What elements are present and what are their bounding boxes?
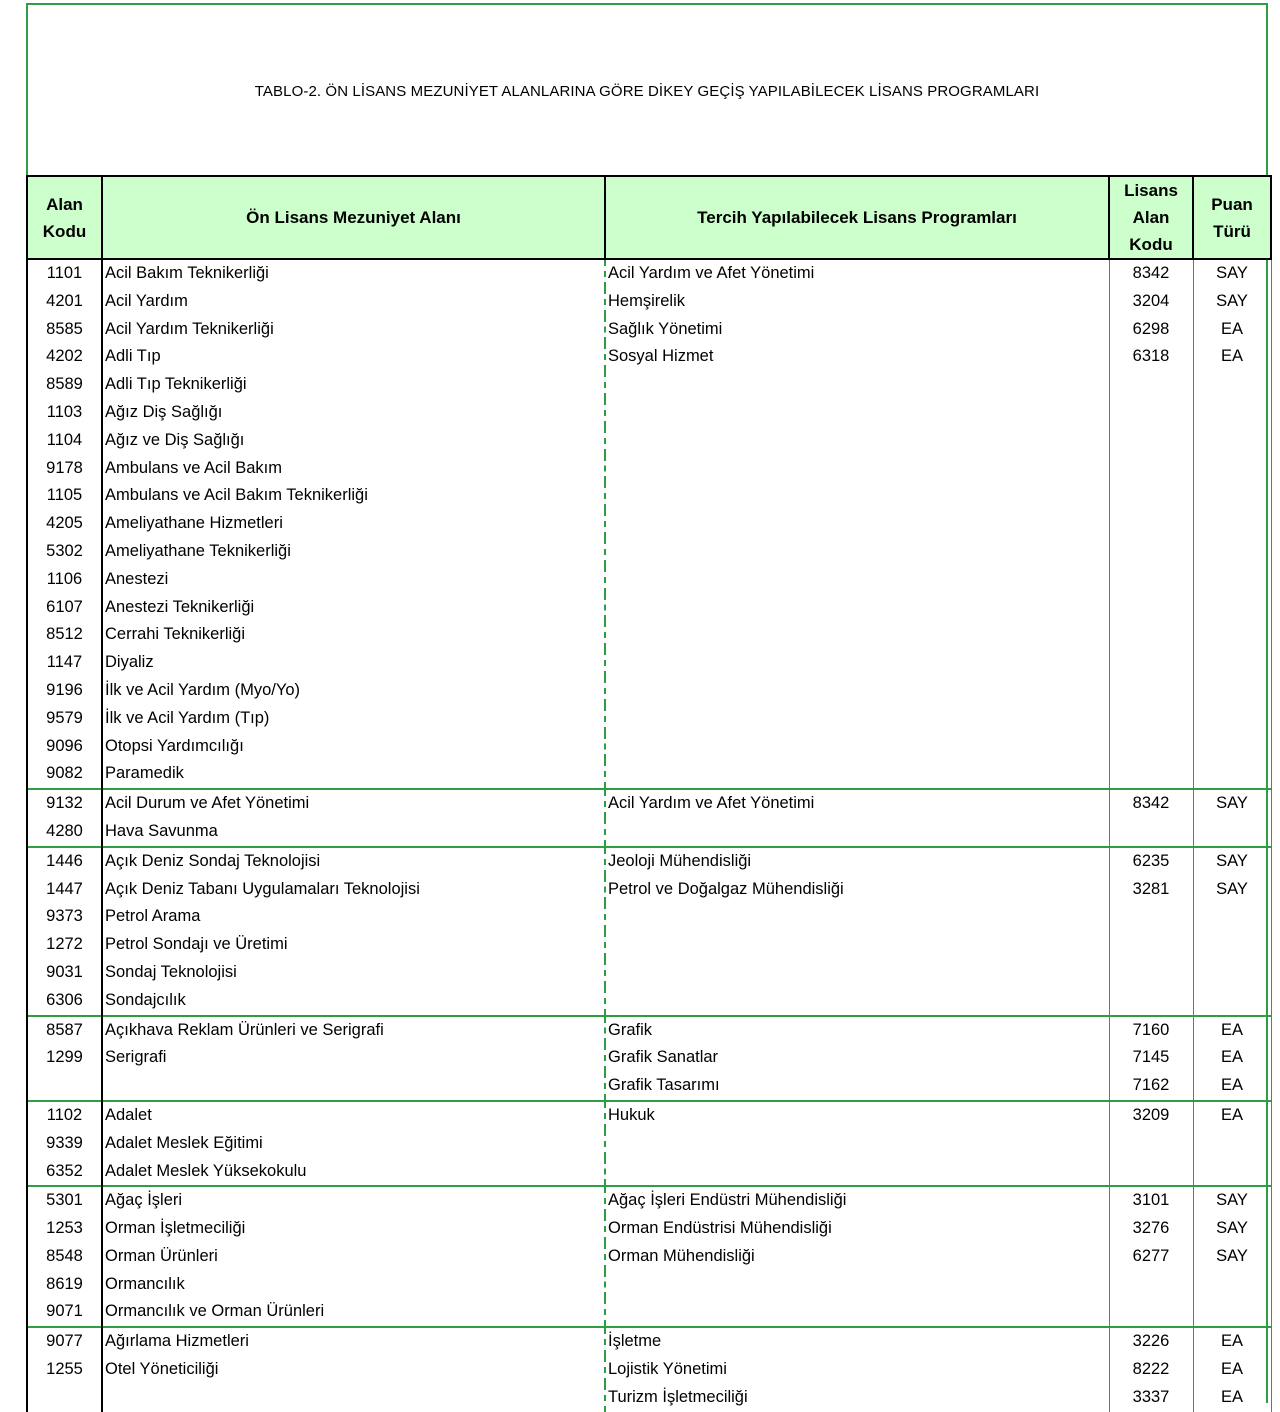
- alan-kodu-cell: 9579: [27, 705, 102, 733]
- puan-turu-cell: [1193, 760, 1271, 789]
- puan-turu-cell: SAY: [1193, 288, 1271, 316]
- alan-kodu-cell: 4280: [27, 818, 102, 847]
- program-cell: [605, 760, 1109, 789]
- program-cell: [605, 931, 1109, 959]
- puan-turu-cell: [1193, 733, 1271, 761]
- header-row: [27, 176, 1271, 259]
- lisans-kodu-cell: [1109, 760, 1193, 789]
- program-cell: Acil Yardım ve Afet Yönetimi: [605, 259, 1109, 288]
- table-row: [27, 1271, 1271, 1299]
- on-lisans-cell: Otel Yöneticiliği: [102, 1356, 605, 1384]
- table-row: [27, 649, 1271, 677]
- alan-kodu-cell: 1255: [27, 1356, 102, 1384]
- table-row: [27, 316, 1271, 344]
- title-box: [28, 5, 1266, 175]
- alan-kodu-cell: 9373: [27, 903, 102, 931]
- on-lisans-cell: Açık Deniz Sondaj Teknolojisi: [102, 847, 605, 876]
- alan-kodu-cell: 1147: [27, 649, 102, 677]
- table-row: [27, 482, 1271, 510]
- lisans-kodu-cell: 3209: [1109, 1101, 1193, 1130]
- puan-turu-cell: SAY: [1193, 789, 1271, 818]
- table-row: [27, 259, 1271, 288]
- program-cell: [605, 621, 1109, 649]
- program-cell: [605, 1298, 1109, 1327]
- puan-turu-cell: EA: [1193, 343, 1271, 371]
- on-lisans-cell: Ağırlama Hizmetleri: [102, 1327, 605, 1356]
- on-lisans-cell: [102, 1384, 605, 1412]
- lisans-kodu-cell: [1109, 903, 1193, 931]
- table-row: [27, 903, 1271, 931]
- on-lisans-cell: Adalet: [102, 1101, 605, 1130]
- puan-turu-cell: SAY: [1193, 876, 1271, 904]
- program-cell: Lojistik Yönetimi: [605, 1356, 1109, 1384]
- lisans-kodu-cell: [1109, 621, 1193, 649]
- alan-kodu-cell: 8587: [27, 1016, 102, 1045]
- alan-kodu-cell: 9082: [27, 760, 102, 789]
- header-puan-line1: Puan: [1211, 194, 1253, 214]
- program-cell: Sosyal Hizmet: [605, 343, 1109, 371]
- puan-turu-cell: SAY: [1193, 1186, 1271, 1215]
- alan-kodu-cell: 9339: [27, 1130, 102, 1158]
- puan-turu-cell: [1193, 931, 1271, 959]
- program-cell: Ağaç İşleri Endüstri Mühendisliği: [605, 1186, 1109, 1215]
- on-lisans-cell: Ağız ve Diş Sağlığı: [102, 427, 605, 455]
- program-cell: [605, 1271, 1109, 1299]
- lisans-kodu-cell: 6277: [1109, 1243, 1193, 1271]
- header-lisans-line2: Alan: [1132, 208, 1170, 227]
- table-row: [27, 538, 1271, 566]
- lisans-kodu-cell: 8342: [1109, 259, 1193, 288]
- lisans-kodu-cell: 3276: [1109, 1215, 1193, 1243]
- table-row: [27, 760, 1271, 789]
- alan-kodu-cell: 9077: [27, 1327, 102, 1356]
- table-row: [27, 1158, 1271, 1187]
- alan-kodu-cell: 9071: [27, 1298, 102, 1327]
- table-row: [27, 876, 1271, 904]
- page-title: TABLO-2. ÖN LİSANS MEZUNİYET ALANLARINA GÖRE DİKEY GEÇİŞ YAPILABİLECEK LİSANS PROGRAMLARI: [254, 83, 1040, 100]
- table-row: [27, 1044, 1271, 1072]
- lisans-kodu-cell: 6298: [1109, 316, 1193, 344]
- program-cell: Hemşirelik: [605, 288, 1109, 316]
- on-lisans-cell: [102, 1072, 605, 1101]
- table-row: [27, 621, 1271, 649]
- table-row: [27, 931, 1271, 959]
- program-cell: [605, 427, 1109, 455]
- program-cell: Grafik Sanatlar: [605, 1044, 1109, 1072]
- on-lisans-cell: Diyaliz: [102, 649, 605, 677]
- table-row: [27, 1298, 1271, 1327]
- puan-turu-cell: [1193, 649, 1271, 677]
- on-lisans-cell: Petrol Arama: [102, 903, 605, 931]
- lisans-kodu-cell: [1109, 649, 1193, 677]
- program-cell: Grafik Tasarımı: [605, 1072, 1109, 1101]
- table-row: [27, 371, 1271, 399]
- program-cell: [605, 987, 1109, 1016]
- table-row: [27, 677, 1271, 705]
- on-lisans-cell: Ormancılık ve Orman Ürünleri: [102, 1298, 605, 1327]
- lisans-kodu-cell: [1109, 482, 1193, 510]
- puan-turu-cell: [1193, 594, 1271, 622]
- program-cell: [605, 705, 1109, 733]
- table-row: [27, 987, 1271, 1016]
- lisans-kodu-cell: [1109, 594, 1193, 622]
- puan-turu-cell: [1193, 1271, 1271, 1299]
- program-cell: Grafik: [605, 1016, 1109, 1045]
- puan-turu-cell: [1193, 1298, 1271, 1327]
- puan-turu-cell: EA: [1193, 1072, 1271, 1101]
- alan-kodu-cell: 6306: [27, 987, 102, 1016]
- on-lisans-cell: Ambulans ve Acil Bakım Teknikerliği: [102, 482, 605, 510]
- on-lisans-cell: Serigrafi: [102, 1044, 605, 1072]
- lisans-kodu-cell: 8342: [1109, 789, 1193, 818]
- lisans-kodu-cell: 3101: [1109, 1186, 1193, 1215]
- on-lisans-cell: Sondajcılık: [102, 987, 605, 1016]
- on-lisans-cell: Açık Deniz Tabanı Uygulamaları Teknolojisi: [102, 876, 605, 904]
- lisans-kodu-cell: 7160: [1109, 1016, 1193, 1045]
- alan-kodu-cell: 5301: [27, 1186, 102, 1215]
- lisans-kodu-cell: [1109, 455, 1193, 483]
- alan-kodu-cell: 9132: [27, 789, 102, 818]
- table-row: [27, 343, 1271, 371]
- header-tercih: Tercih Yapılabilecek Lisans Programları: [605, 176, 1109, 259]
- alan-kodu-cell: 1101: [27, 259, 102, 288]
- on-lisans-cell: Orman İşletmeciliği: [102, 1215, 605, 1243]
- program-cell: [605, 371, 1109, 399]
- lisans-kodu-cell: [1109, 959, 1193, 987]
- program-cell: [605, 677, 1109, 705]
- puan-turu-cell: [1193, 621, 1271, 649]
- lisans-kodu-cell: [1109, 931, 1193, 959]
- program-cell: [605, 818, 1109, 847]
- alan-kodu-cell: 1299: [27, 1044, 102, 1072]
- on-lisans-cell: Açıkhava Reklam Ürünleri ve Serigrafi: [102, 1016, 605, 1045]
- on-lisans-cell: Sondaj Teknolojisi: [102, 959, 605, 987]
- puan-turu-cell: [1193, 371, 1271, 399]
- alan-kodu-cell: 1253: [27, 1215, 102, 1243]
- alan-kodu-cell: 6107: [27, 594, 102, 622]
- table-row: [27, 1101, 1271, 1130]
- alan-kodu-cell: 1447: [27, 876, 102, 904]
- table-sheet: [26, 3, 1268, 1406]
- table-row: [27, 733, 1271, 761]
- alan-kodu-cell: 1102: [27, 1101, 102, 1130]
- header-alan-kodu-line1: Alan: [46, 194, 83, 214]
- header-lisans-line1: Lisans: [1124, 181, 1178, 200]
- alan-kodu-cell: 4205: [27, 510, 102, 538]
- lisans-kodu-cell: [1109, 677, 1193, 705]
- on-lisans-cell: İlk ve Acil Yardım (Myo/Yo): [102, 677, 605, 705]
- header-alan-kodu-line2: Kodu: [42, 221, 87, 241]
- table-row: [27, 959, 1271, 987]
- alan-kodu-cell: 1446: [27, 847, 102, 876]
- program-cell: [605, 538, 1109, 566]
- table-row: [27, 288, 1271, 316]
- program-cell: Orman Mühendisliği: [605, 1243, 1109, 1271]
- alan-kodu-cell: 1104: [27, 427, 102, 455]
- alan-kodu-cell: 9196: [27, 677, 102, 705]
- puan-turu-cell: [1193, 677, 1271, 705]
- lisans-kodu-cell: [1109, 1271, 1193, 1299]
- on-lisans-cell: Otopsi Yardımcılığı: [102, 733, 605, 761]
- lisans-kodu-cell: 6235: [1109, 847, 1193, 876]
- alan-kodu-cell: [27, 1384, 102, 1412]
- on-lisans-cell: Adalet Meslek Eğitimi: [102, 1130, 605, 1158]
- lisans-kodu-cell: [1109, 538, 1193, 566]
- table-row: [27, 1327, 1271, 1356]
- table-row: [27, 818, 1271, 847]
- table-row: [27, 399, 1271, 427]
- program-cell: Petrol ve Doğalgaz Mühendisliği: [605, 876, 1109, 904]
- lisans-kodu-cell: [1109, 1298, 1193, 1327]
- table-row: [27, 1215, 1271, 1243]
- alan-kodu-cell: 5302: [27, 538, 102, 566]
- table-row: [27, 1384, 1271, 1412]
- puan-turu-cell: EA: [1193, 1044, 1271, 1072]
- table-row: [27, 455, 1271, 483]
- alan-kodu-cell: 9096: [27, 733, 102, 761]
- header-puan-turu: [1193, 176, 1271, 259]
- lisans-kodu-cell: [1109, 987, 1193, 1016]
- lisans-kodu-cell: 8222: [1109, 1356, 1193, 1384]
- on-lisans-cell: Ağaç İşleri: [102, 1186, 605, 1215]
- table-row: [27, 1243, 1271, 1271]
- table-row: [27, 847, 1271, 876]
- alan-kodu-cell: 4201: [27, 288, 102, 316]
- program-cell: Jeoloji Mühendisliği: [605, 847, 1109, 876]
- puan-turu-cell: [1193, 1158, 1271, 1187]
- on-lisans-cell: Ameliyathane Hizmetleri: [102, 510, 605, 538]
- on-lisans-cell: Paramedik: [102, 760, 605, 789]
- on-lisans-cell: Ameliyathane Teknikerliği: [102, 538, 605, 566]
- program-cell: Sağlık Yönetimi: [605, 316, 1109, 344]
- puan-turu-cell: EA: [1193, 1356, 1271, 1384]
- lisans-kodu-cell: [1109, 1130, 1193, 1158]
- lisans-kodu-cell: [1109, 399, 1193, 427]
- lisans-kodu-cell: [1109, 427, 1193, 455]
- alan-kodu-cell: 9178: [27, 455, 102, 483]
- alan-kodu-cell: 6352: [27, 1158, 102, 1187]
- puan-turu-cell: [1193, 1130, 1271, 1158]
- on-lisans-cell: Acil Yardım: [102, 288, 605, 316]
- lisans-kodu-cell: 3337: [1109, 1384, 1193, 1412]
- on-lisans-cell: Petrol Sondajı ve Üretimi: [102, 931, 605, 959]
- program-cell: Acil Yardım ve Afet Yönetimi: [605, 789, 1109, 818]
- program-cell: [605, 1158, 1109, 1187]
- puan-turu-cell: [1193, 510, 1271, 538]
- on-lisans-cell: Adli Tıp: [102, 343, 605, 371]
- on-lisans-cell: Ormancılık: [102, 1271, 605, 1299]
- on-lisans-cell: Acil Yardım Teknikerliği: [102, 316, 605, 344]
- alan-kodu-cell: 9031: [27, 959, 102, 987]
- puan-turu-cell: [1193, 705, 1271, 733]
- puan-turu-cell: [1193, 455, 1271, 483]
- header-alan-kodu: [27, 176, 102, 259]
- on-lisans-cell: Acil Durum ve Afet Yönetimi: [102, 789, 605, 818]
- lisans-kodu-cell: 3204: [1109, 288, 1193, 316]
- alan-kodu-cell: 1103: [27, 399, 102, 427]
- program-cell: [605, 649, 1109, 677]
- header-lisans-alan-kodu: [1109, 176, 1193, 259]
- puan-turu-cell: SAY: [1193, 1243, 1271, 1271]
- table-row: [27, 510, 1271, 538]
- puan-turu-cell: [1193, 399, 1271, 427]
- alan-kodu-cell: 8585: [27, 316, 102, 344]
- puan-turu-cell: [1193, 566, 1271, 594]
- puan-turu-cell: EA: [1193, 1327, 1271, 1356]
- table-row: [27, 705, 1271, 733]
- table-row: [27, 1356, 1271, 1384]
- table-row: [27, 1130, 1271, 1158]
- on-lisans-cell: Ağız Diş Sağlığı: [102, 399, 605, 427]
- lisans-kodu-cell: 6318: [1109, 343, 1193, 371]
- table-row: [27, 1186, 1271, 1215]
- alan-kodu-cell: [27, 1072, 102, 1101]
- program-cell: Turizm İşletmeciliği: [605, 1384, 1109, 1412]
- puan-turu-cell: [1193, 959, 1271, 987]
- header-on-lisans: Ön Lisans Mezuniyet Alanı: [102, 176, 605, 259]
- lisans-kodu-cell: 3281: [1109, 876, 1193, 904]
- program-cell: [605, 594, 1109, 622]
- program-cell: Orman Endüstrisi Mühendisliği: [605, 1215, 1109, 1243]
- program-cell: [605, 482, 1109, 510]
- table-row: [27, 427, 1271, 455]
- table-row: [27, 566, 1271, 594]
- programs-table: [26, 175, 1272, 1412]
- on-lisans-cell: Anestezi Teknikerliği: [102, 594, 605, 622]
- on-lisans-cell: İlk ve Acil Yardım (Tıp): [102, 705, 605, 733]
- on-lisans-cell: Anestezi: [102, 566, 605, 594]
- puan-turu-cell: EA: [1193, 1016, 1271, 1045]
- program-cell: [605, 733, 1109, 761]
- program-cell: Hukuk: [605, 1101, 1109, 1130]
- puan-turu-cell: [1193, 903, 1271, 931]
- puan-turu-cell: EA: [1193, 316, 1271, 344]
- on-lisans-cell: Adalet Meslek Yüksekokulu: [102, 1158, 605, 1187]
- puan-turu-cell: SAY: [1193, 1215, 1271, 1243]
- lisans-kodu-cell: [1109, 1158, 1193, 1187]
- lisans-kodu-cell: [1109, 705, 1193, 733]
- alan-kodu-cell: 1272: [27, 931, 102, 959]
- puan-turu-cell: EA: [1193, 1384, 1271, 1412]
- lisans-kodu-cell: [1109, 818, 1193, 847]
- program-cell: [605, 903, 1109, 931]
- alan-kodu-cell: 8512: [27, 621, 102, 649]
- alan-kodu-cell: 8589: [27, 371, 102, 399]
- lisans-kodu-cell: 7162: [1109, 1072, 1193, 1101]
- header-lisans-line3: Kodu: [1129, 235, 1173, 254]
- lisans-kodu-cell: 3226: [1109, 1327, 1193, 1356]
- puan-turu-cell: SAY: [1193, 259, 1271, 288]
- program-cell: İşletme: [605, 1327, 1109, 1356]
- lisans-kodu-cell: [1109, 733, 1193, 761]
- alan-kodu-cell: 4202: [27, 343, 102, 371]
- table-body: [27, 259, 1271, 1412]
- alan-kodu-cell: 1106: [27, 566, 102, 594]
- alan-kodu-cell: 8548: [27, 1243, 102, 1271]
- table-row: [27, 1072, 1271, 1101]
- on-lisans-cell: Ambulans ve Acil Bakım: [102, 455, 605, 483]
- lisans-kodu-cell: [1109, 510, 1193, 538]
- puan-turu-cell: [1193, 538, 1271, 566]
- puan-turu-cell: [1193, 427, 1271, 455]
- table-row: [27, 594, 1271, 622]
- table-row: [27, 789, 1271, 818]
- program-cell: [605, 566, 1109, 594]
- lisans-kodu-cell: [1109, 371, 1193, 399]
- on-lisans-cell: Cerrahi Teknikerliği: [102, 621, 605, 649]
- lisans-kodu-cell: [1109, 566, 1193, 594]
- on-lisans-cell: Adli Tıp Teknikerliği: [102, 371, 605, 399]
- on-lisans-cell: Hava Savunma: [102, 818, 605, 847]
- program-cell: [605, 1130, 1109, 1158]
- puan-turu-cell: [1193, 987, 1271, 1016]
- program-cell: [605, 455, 1109, 483]
- lisans-kodu-cell: 7145: [1109, 1044, 1193, 1072]
- table-row: [27, 1016, 1271, 1045]
- program-cell: [605, 959, 1109, 987]
- header-puan-line2: Türü: [1213, 221, 1251, 241]
- puan-turu-cell: [1193, 818, 1271, 847]
- puan-turu-cell: SAY: [1193, 847, 1271, 876]
- puan-turu-cell: EA: [1193, 1101, 1271, 1130]
- alan-kodu-cell: 8619: [27, 1271, 102, 1299]
- on-lisans-cell: Orman Ürünleri: [102, 1243, 605, 1271]
- on-lisans-cell: Acil Bakım Teknikerliği: [102, 259, 605, 288]
- puan-turu-cell: [1193, 482, 1271, 510]
- program-cell: [605, 399, 1109, 427]
- alan-kodu-cell: 1105: [27, 482, 102, 510]
- program-cell: [605, 510, 1109, 538]
